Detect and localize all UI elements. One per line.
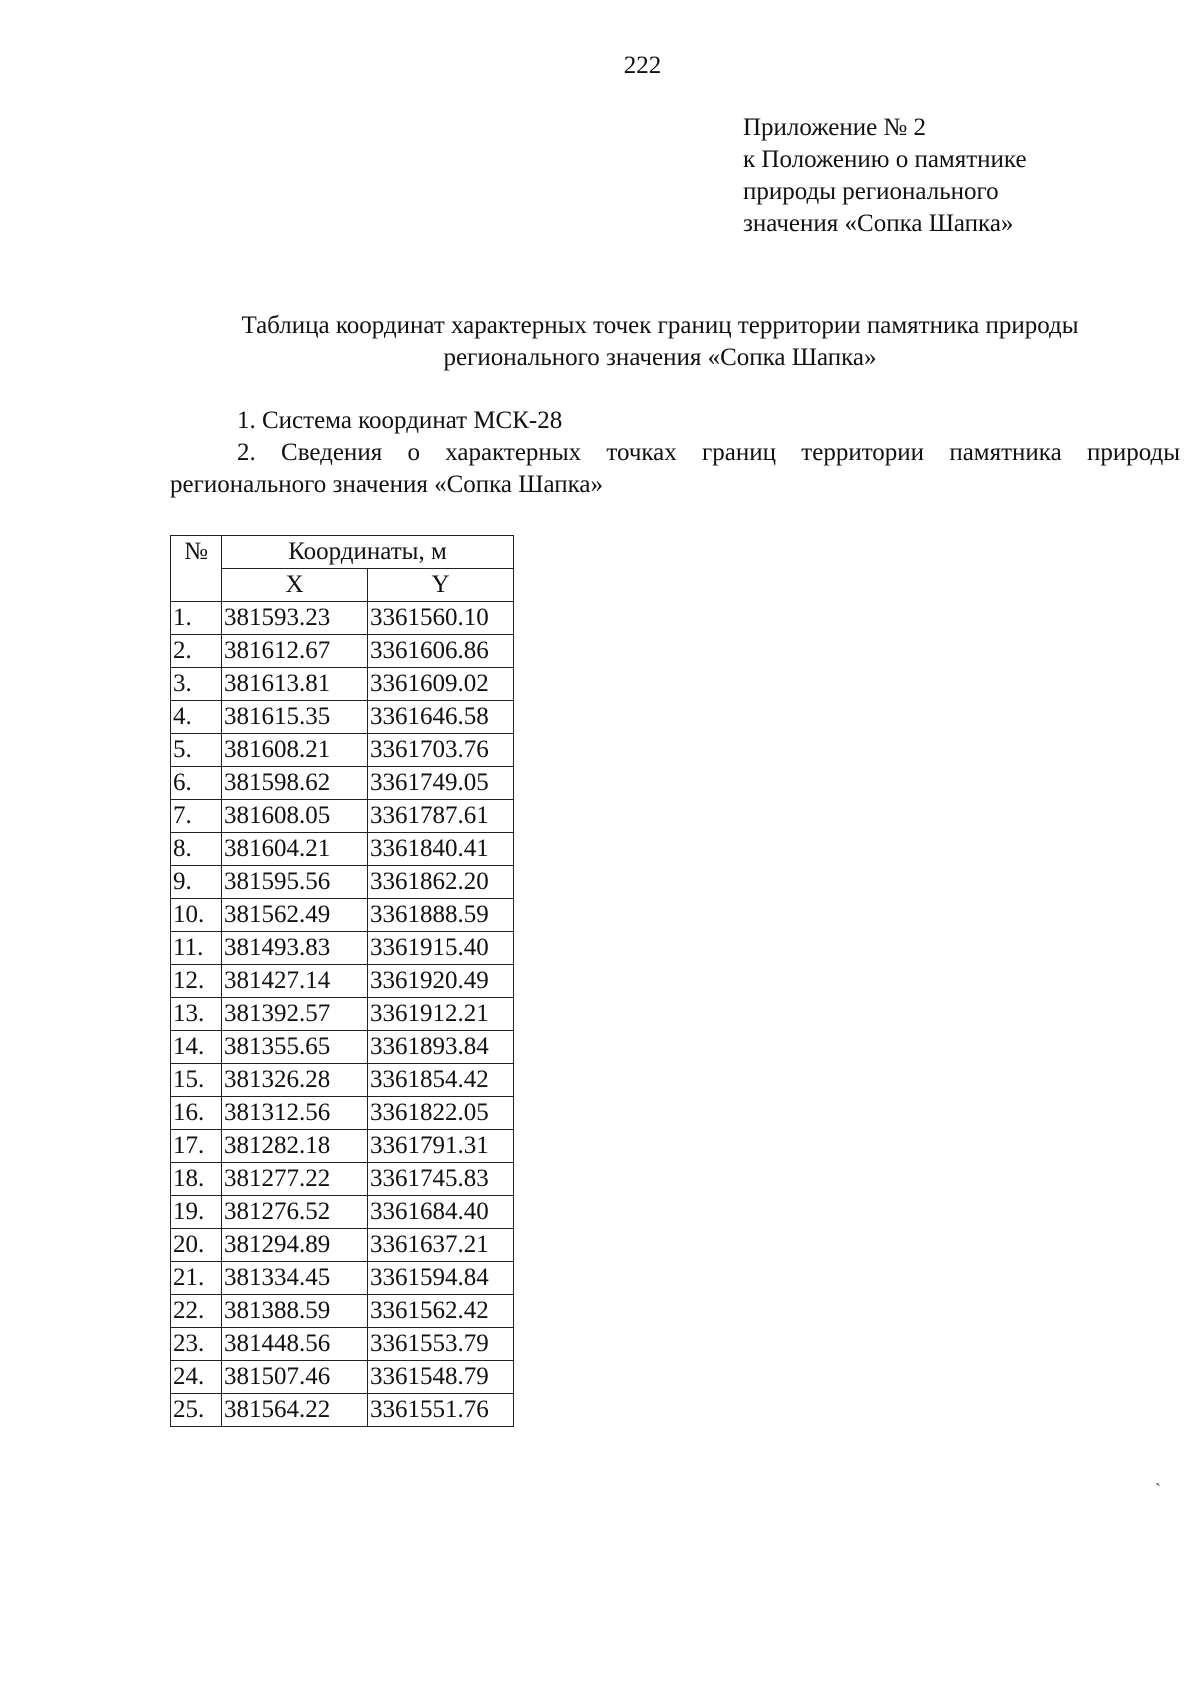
row-x: 381608.21 xyxy=(222,734,368,767)
table-row xyxy=(171,1394,514,1427)
row-y: 3361840.41 xyxy=(368,833,514,866)
table-row xyxy=(171,668,514,701)
row-number: 21. xyxy=(171,1262,222,1295)
row-number: 7. xyxy=(171,800,222,833)
row-y: 3361787.61 xyxy=(368,800,514,833)
row-number: 13. xyxy=(171,998,222,1031)
table-row xyxy=(171,998,514,1031)
row-x: 381276.52 xyxy=(222,1196,368,1229)
row-y: 3361646.58 xyxy=(368,701,514,734)
appendix-line: значения «Сопка Шапка» xyxy=(743,210,1014,237)
table-row xyxy=(171,1064,514,1097)
table-row xyxy=(171,965,514,998)
header-y: Y xyxy=(368,569,514,602)
row-x: 381282.18 xyxy=(222,1130,368,1163)
table-row xyxy=(171,866,514,899)
header-number: № xyxy=(171,536,222,602)
row-number: 5. xyxy=(171,734,222,767)
table-row xyxy=(171,1130,514,1163)
row-number: 23. xyxy=(171,1328,222,1361)
row-y: 3361553.79 xyxy=(368,1328,514,1361)
row-number: 16. xyxy=(171,1097,222,1130)
scan-mark: ˋ xyxy=(1155,1480,1161,1500)
row-number: 18. xyxy=(171,1163,222,1196)
table-row xyxy=(171,1097,514,1130)
table-row xyxy=(171,1328,514,1361)
row-number: 14. xyxy=(171,1031,222,1064)
row-x: 381312.56 xyxy=(222,1097,368,1130)
row-y: 3361854.42 xyxy=(368,1064,514,1097)
header-x: X xyxy=(222,569,368,602)
table-row xyxy=(171,899,514,932)
appendix-block xyxy=(743,112,1183,240)
row-y: 3361562.42 xyxy=(368,1295,514,1328)
row-y: 3361915.40 xyxy=(368,932,514,965)
table-row xyxy=(171,1163,514,1196)
row-number: 24. xyxy=(171,1361,222,1394)
row-y: 3361606.86 xyxy=(368,635,514,668)
table-row xyxy=(171,602,514,635)
row-x: 381604.21 xyxy=(222,833,368,866)
row-x: 381562.49 xyxy=(222,899,368,932)
row-number: 9. xyxy=(171,866,222,899)
row-y: 3361888.59 xyxy=(368,899,514,932)
row-number: 3. xyxy=(171,668,222,701)
row-x: 381277.22 xyxy=(222,1163,368,1196)
table-row xyxy=(171,932,514,965)
table-row xyxy=(171,635,514,668)
row-x: 381613.81 xyxy=(222,668,368,701)
row-x: 381608.05 xyxy=(222,800,368,833)
table-row xyxy=(171,734,514,767)
items-list xyxy=(170,405,1180,501)
row-x: 381294.89 xyxy=(222,1229,368,1262)
table-row xyxy=(171,1229,514,1262)
row-x: 381448.56 xyxy=(222,1328,368,1361)
row-x: 381326.28 xyxy=(222,1064,368,1097)
row-y: 3361548.79 xyxy=(368,1361,514,1394)
table-header-row xyxy=(171,536,514,569)
row-y: 3361822.05 xyxy=(368,1097,514,1130)
row-number: 19. xyxy=(171,1196,222,1229)
row-x: 381427.14 xyxy=(222,965,368,998)
row-number: 2. xyxy=(171,635,222,668)
row-x: 381595.56 xyxy=(222,866,368,899)
row-number: 25. xyxy=(171,1394,222,1427)
row-y: 3361609.02 xyxy=(368,668,514,701)
table-row xyxy=(171,701,514,734)
row-x: 381598.62 xyxy=(222,767,368,800)
title-line: регионального значения «Сопка Шапка» xyxy=(443,344,877,371)
row-x: 381564.22 xyxy=(222,1394,368,1427)
row-x: 381615.35 xyxy=(222,701,368,734)
row-number: 10. xyxy=(171,899,222,932)
row-x: 381392.57 xyxy=(222,998,368,1031)
row-number: 17. xyxy=(171,1130,222,1163)
item-boundary-points: 2. Сведения о характерных точках границ территории памятника природы регионального значения «Сопка Шапка» xyxy=(170,439,1180,498)
row-number: 8. xyxy=(171,833,222,866)
table-row xyxy=(171,1031,514,1064)
table-row xyxy=(171,800,514,833)
row-y: 3361551.76 xyxy=(368,1394,514,1427)
coordinates-table xyxy=(170,535,514,1427)
appendix-line: к Положению о памятнике xyxy=(743,146,1027,173)
row-number: 1. xyxy=(171,602,222,635)
row-number: 11. xyxy=(171,932,222,965)
row-x: 381493.83 xyxy=(222,932,368,965)
header-coordinates: Координаты, м xyxy=(222,536,514,569)
row-number: 22. xyxy=(171,1295,222,1328)
row-x: 381593.23 xyxy=(222,602,368,635)
row-x: 381507.46 xyxy=(222,1361,368,1394)
appendix-line: природы регионального xyxy=(743,178,999,205)
appendix-line: Приложение № 2 xyxy=(743,114,927,141)
table-row xyxy=(171,767,514,800)
item-coordinate-system: 1. Система координат МСК-28 xyxy=(237,407,563,434)
row-x: 381612.67 xyxy=(222,635,368,668)
table-row xyxy=(171,1196,514,1229)
row-number: 20. xyxy=(171,1229,222,1262)
row-x: 381388.59 xyxy=(222,1295,368,1328)
row-y: 3361912.21 xyxy=(368,998,514,1031)
page-number: 222 xyxy=(623,52,662,79)
table-row xyxy=(171,833,514,866)
row-y: 3361703.76 xyxy=(368,734,514,767)
row-y: 3361745.83 xyxy=(368,1163,514,1196)
row-y: 3361749.05 xyxy=(368,767,514,800)
row-y: 3361594.84 xyxy=(368,1262,514,1295)
row-y: 3361791.31 xyxy=(368,1130,514,1163)
document-title xyxy=(130,310,1190,374)
row-y: 3361637.21 xyxy=(368,1229,514,1262)
row-y: 3361893.84 xyxy=(368,1031,514,1064)
row-number: 6. xyxy=(171,767,222,800)
row-x: 381355.65 xyxy=(222,1031,368,1064)
row-y: 3361862.20 xyxy=(368,866,514,899)
row-number: 15. xyxy=(171,1064,222,1097)
row-number: 12. xyxy=(171,965,222,998)
table-subheader-row xyxy=(171,569,514,602)
row-y: 3361560.10 xyxy=(368,602,514,635)
table-row xyxy=(171,1295,514,1328)
row-number: 4. xyxy=(171,701,222,734)
title-line: Таблица координат характерных точек границ территории памятника природы xyxy=(241,312,1079,339)
row-y: 3361920.49 xyxy=(368,965,514,998)
row-x: 381334.45 xyxy=(222,1262,368,1295)
row-y: 3361684.40 xyxy=(368,1196,514,1229)
table-row xyxy=(171,1361,514,1394)
table-row xyxy=(171,1262,514,1295)
